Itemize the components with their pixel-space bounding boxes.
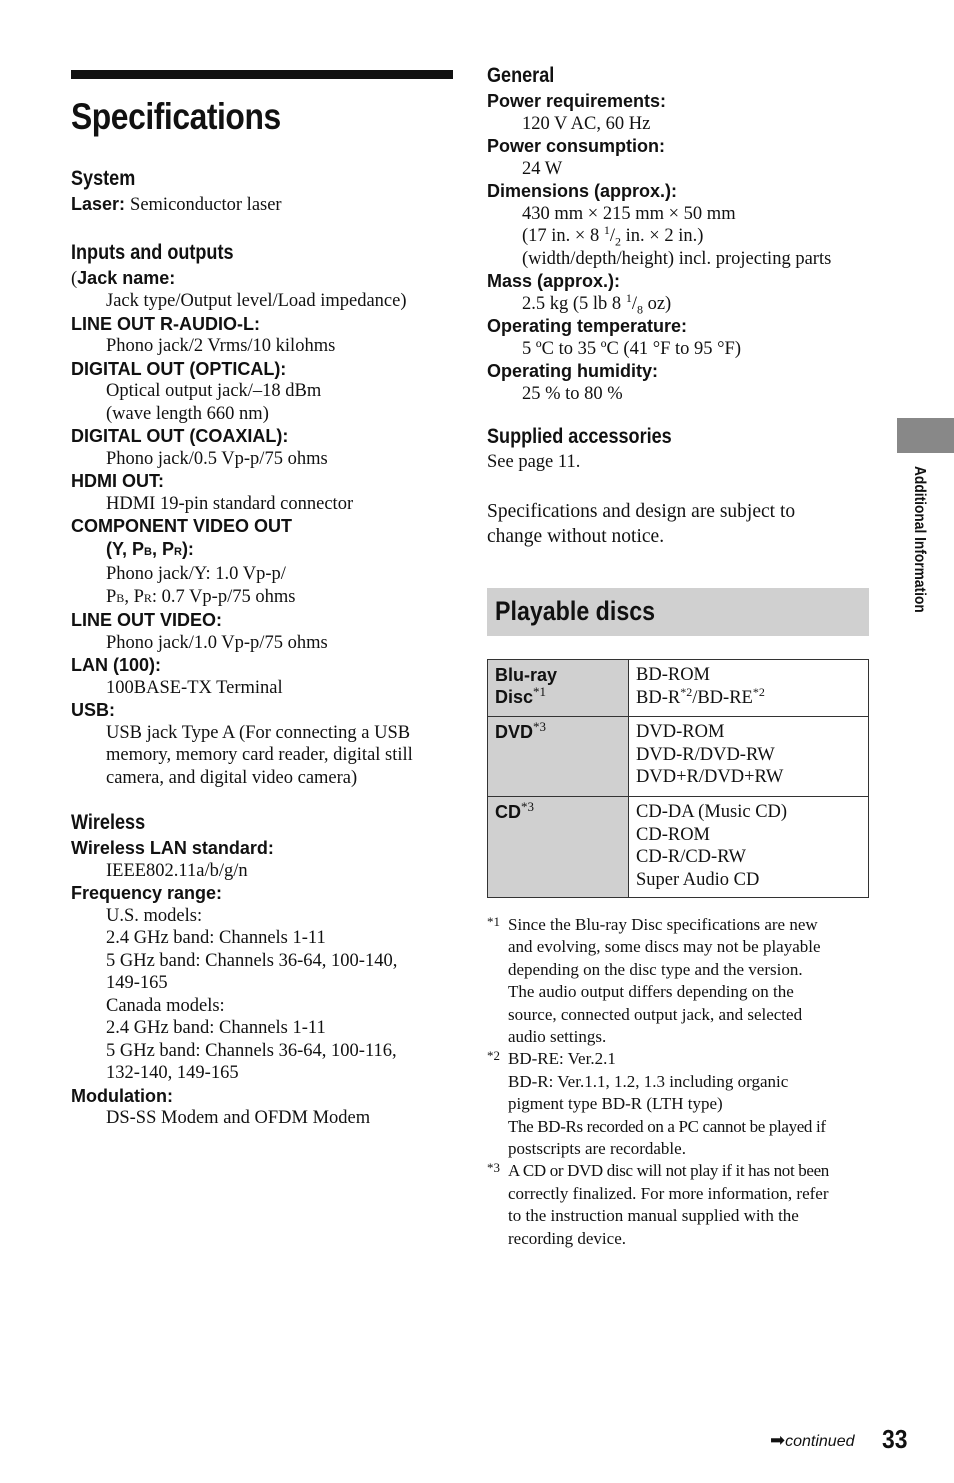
- disc-format: DVD-ROM: [636, 722, 725, 742]
- playable-discs-table: [487, 659, 869, 898]
- footnote-line: The BD-Rs recorded on a PC cannot be played if: [508, 1116, 826, 1136]
- section-heading-wireless: Wireless: [71, 811, 146, 834]
- right-column: [487, 62, 869, 549]
- footnote-line: The audio output differs depending on the: [508, 982, 794, 1002]
- arrow-right-icon: ➡: [770, 1430, 786, 1450]
- frequency-range-label: Frequency range:: [71, 883, 223, 903]
- jack-name-intro: [71, 267, 453, 291]
- dimensions-value-2: [487, 222, 869, 249]
- footnote-line: postscripts are recordable.: [508, 1139, 686, 1159]
- page-title: Specifications: [71, 96, 281, 137]
- footnote-3: [487, 1160, 869, 1250]
- frequency-line: 5 GHz band: Channels 36-64, 100-116,: [106, 1040, 397, 1061]
- notice-line-2: change without notice.: [487, 525, 665, 547]
- modulation-value: DS-SS Modem and OFDM Modem: [106, 1108, 371, 1128]
- open-paren: (: [71, 268, 78, 289]
- disc-format: CD-R/CD-RW: [636, 847, 746, 867]
- power-consumption-value: 24 W: [522, 158, 563, 179]
- footnote-line: BD-R: Ver.1.1, 1.2, 1.3 including organic: [508, 1071, 789, 1091]
- power-consumption-label: Power consumption:: [487, 136, 666, 156]
- footnote-line: to the instruction manual supplied with the: [508, 1206, 799, 1226]
- laser-spec: [71, 193, 453, 217]
- accessories-value: See page 11.: [487, 452, 581, 472]
- digital-optical-value-1: Optical output jack/–18 dBm: [106, 381, 322, 401]
- fraction-numerator: 1: [603, 222, 610, 237]
- disc-type-label: Disc: [495, 687, 534, 707]
- component-label-1: COMPONENT VIDEO OUT: [71, 516, 293, 536]
- disc-type-cell: [488, 797, 629, 898]
- footnote-line: and evolving, some discs may not be playable: [508, 937, 821, 957]
- footnote-marker: *2: [487, 1048, 500, 1064]
- disc-format: CD-ROM: [636, 824, 711, 845]
- dimensions-value-1: 430 mm × 215 mm × 50 mm: [522, 203, 736, 224]
- wireless-standard-label: Wireless LAN standard:: [71, 838, 274, 858]
- operating-temperature-label: Operating temperature:: [487, 316, 688, 336]
- component-label-sub-r: R: [173, 545, 182, 558]
- digital-optical-value-2: (wave length 660 nm): [106, 403, 269, 424]
- footnote-marker: *1: [487, 914, 500, 929]
- table-row: [488, 660, 869, 717]
- fraction-slash: /: [609, 226, 615, 246]
- fraction-numerator: 1: [625, 290, 632, 305]
- side-tab-label: [910, 466, 930, 646]
- continued-note: [770, 1430, 854, 1451]
- component-value-1: Phono jack/Y: 1.0 Vp-p/: [106, 564, 286, 584]
- hdmi-label: HDMI OUT:: [71, 471, 164, 491]
- left-column: [71, 70, 453, 1130]
- line-out-video-label: LINE OUT VIDEO:: [71, 610, 223, 630]
- disc-formats-cell: [629, 797, 869, 898]
- disc-format-part: BD-R: [636, 687, 681, 708]
- footnote-line: A CD or DVD disc will not play if it has not been: [508, 1161, 829, 1181]
- component-value-part: P: [106, 586, 117, 607]
- usb-label: USB:: [71, 700, 115, 720]
- jack-name-value: Jack type/Output level/Load impedance): [106, 291, 407, 311]
- footnote-line: pigment type BD-R (LTH type): [508, 1094, 723, 1114]
- page-number: 33: [882, 1424, 908, 1454]
- component-value-sub-r: R: [143, 590, 152, 605]
- line-out-video-value: Phono jack/1.0 Vp-p/75 ohms: [106, 632, 328, 653]
- component-label-part: , P: [151, 538, 174, 559]
- title-rule: [71, 70, 453, 79]
- disc-format: BD-ROM: [636, 665, 711, 685]
- mass-value: [487, 290, 869, 317]
- disc-type-label: CD: [495, 802, 521, 822]
- footnote-line: recording device.: [508, 1228, 626, 1248]
- playable-discs-heading: Playable discs: [495, 596, 656, 626]
- playable-discs-banner: [487, 588, 869, 636]
- component-value-part: , P: [124, 586, 144, 607]
- component-value-2: [71, 586, 453, 610]
- section-heading-general: General: [487, 64, 555, 87]
- footnote-line: depending on the disc type and the version.: [508, 959, 803, 979]
- footnote-line: audio settings.: [508, 1027, 607, 1047]
- operating-temperature-value: 5 ºC to 35 ºC (41 °F to 95 °F): [522, 338, 742, 359]
- mass-part: oz): [642, 293, 672, 314]
- frequency-line: 2.4 GHz band: Channels 1-11: [106, 928, 326, 948]
- dimensions-part: (17 in. × 8: [522, 226, 604, 246]
- usb-value-1: USB jack Type A (For connecting a USB: [106, 722, 411, 743]
- disc-format: [636, 684, 861, 710]
- mass-part: 2.5 kg (5 lb 8: [522, 293, 626, 314]
- digital-coaxial-value: Phono jack/0.5 Vp-p/75 ohms: [106, 448, 328, 469]
- footnotes: [487, 914, 869, 1250]
- section-tab-marker: [897, 418, 954, 453]
- hdmi-value: HDMI 19-pin standard connector: [106, 493, 354, 514]
- mass-label: Mass (approx.):: [487, 271, 621, 291]
- lan-value: 100BASE-TX Terminal: [106, 677, 283, 698]
- lan-label: LAN (100):: [71, 655, 162, 675]
- footnote-2: [487, 1048, 869, 1160]
- line-out-audio-value: Phono jack/2 Vrms/10 kilohms: [106, 336, 336, 356]
- footnote-line: correctly finalized. For more information, refer: [508, 1183, 829, 1203]
- disc-format: CD-DA (Music CD): [636, 802, 788, 822]
- jack-name-label: Jack name:: [77, 267, 176, 288]
- fraction-denominator: 8: [636, 302, 643, 317]
- component-label-sub-b: B: [144, 545, 152, 558]
- frequency-line: 5 GHz band: Channels 36-64, 100-140,: [106, 950, 398, 971]
- component-value-sub-b: B: [116, 590, 125, 605]
- table-row: [488, 717, 869, 797]
- line-out-audio-label: LINE OUT R-AUDIO-L:: [71, 313, 260, 334]
- power-requirements-label: Power requirements:: [487, 91, 667, 111]
- disc-type-label: DVD: [495, 722, 534, 742]
- usb-value-3: camera, and digital video camera): [106, 767, 358, 788]
- fraction-denominator: 2: [615, 234, 621, 249]
- component-value-part: : 0.7 Vp-p/75 ohms: [151, 586, 296, 607]
- frequency-line: Canada models:: [106, 995, 225, 1016]
- footnote-marker: *2: [680, 684, 693, 699]
- footnote-marker: *3: [487, 1160, 500, 1176]
- footnote-marker: *3: [533, 719, 547, 734]
- dimensions-value-3: (width/depth/height) incl. projecting parts: [522, 248, 832, 269]
- frequency-line: U.S. models:: [106, 905, 203, 926]
- dimensions-part: in. × 2 in.): [621, 226, 704, 246]
- digital-optical-label: DIGITAL OUT (OPTICAL):: [71, 358, 287, 379]
- footnote-line: Since the Blu-ray Disc specifications are new: [508, 915, 818, 934]
- disc-format: DVD-R/DVD-RW: [636, 744, 775, 765]
- frequency-line: 132-140, 149-165: [106, 1063, 239, 1083]
- section-heading-inputs-outputs: Inputs and outputs: [71, 240, 234, 264]
- disc-formats-cell: [629, 717, 869, 797]
- footnote-line: BD-RE: Ver.2.1: [508, 1049, 616, 1069]
- laser-value: Semiconductor laser: [130, 195, 282, 215]
- component-label-2: [71, 538, 453, 564]
- usb-value-2: memory, memory card reader, digital still: [106, 745, 413, 765]
- page-footer: [770, 1424, 910, 1460]
- operating-humidity-label: Operating humidity:: [487, 361, 658, 381]
- section-heading-system: System: [71, 167, 136, 190]
- footnote-marker: *3: [521, 799, 534, 814]
- modulation-label: Modulation:: [71, 1085, 173, 1106]
- disc-format: Super Audio CD: [636, 869, 760, 890]
- side-tab-text: Additional Information: [911, 466, 928, 613]
- frequency-line: 2.4 GHz band: Channels 1-11: [106, 1018, 326, 1038]
- footnote-marker: *1: [533, 684, 547, 699]
- disc-format: DVD+R/DVD+RW: [636, 767, 784, 787]
- laser-label: Laser:: [71, 194, 126, 214]
- component-label-part: ):: [181, 538, 194, 559]
- section-heading-accessories: Supplied accessories: [487, 425, 672, 448]
- operating-humidity-value: 25 % to 80 %: [522, 383, 623, 404]
- disc-format-part: /BD-RE: [692, 687, 753, 708]
- disc-type-cell: [488, 660, 629, 717]
- notice-line-1: Specifications and design are subject to: [487, 500, 796, 522]
- disc-formats-cell: [629, 660, 869, 717]
- fraction-slash: /: [631, 293, 637, 314]
- footnote-marker: *2: [752, 684, 765, 699]
- continued-label: continued: [785, 1433, 855, 1450]
- disc-type-cell: [488, 717, 629, 797]
- component-label-part: (Y, P: [106, 538, 145, 559]
- frequency-line: 149-165: [106, 973, 168, 993]
- dimensions-label: Dimensions (approx.):: [487, 181, 678, 201]
- power-requirements-value: 120 V AC, 60 Hz: [522, 113, 651, 134]
- wireless-standard-value: IEEE802.11a/b/g/n: [106, 860, 248, 881]
- digital-coaxial-label: DIGITAL OUT (COAXIAL):: [71, 426, 289, 446]
- table-row: [488, 797, 869, 898]
- footnote-1: [487, 914, 869, 1048]
- disc-type-label: Blu-ray: [495, 665, 558, 685]
- footnote-line: source, connected output jack, and selected: [508, 1004, 803, 1024]
